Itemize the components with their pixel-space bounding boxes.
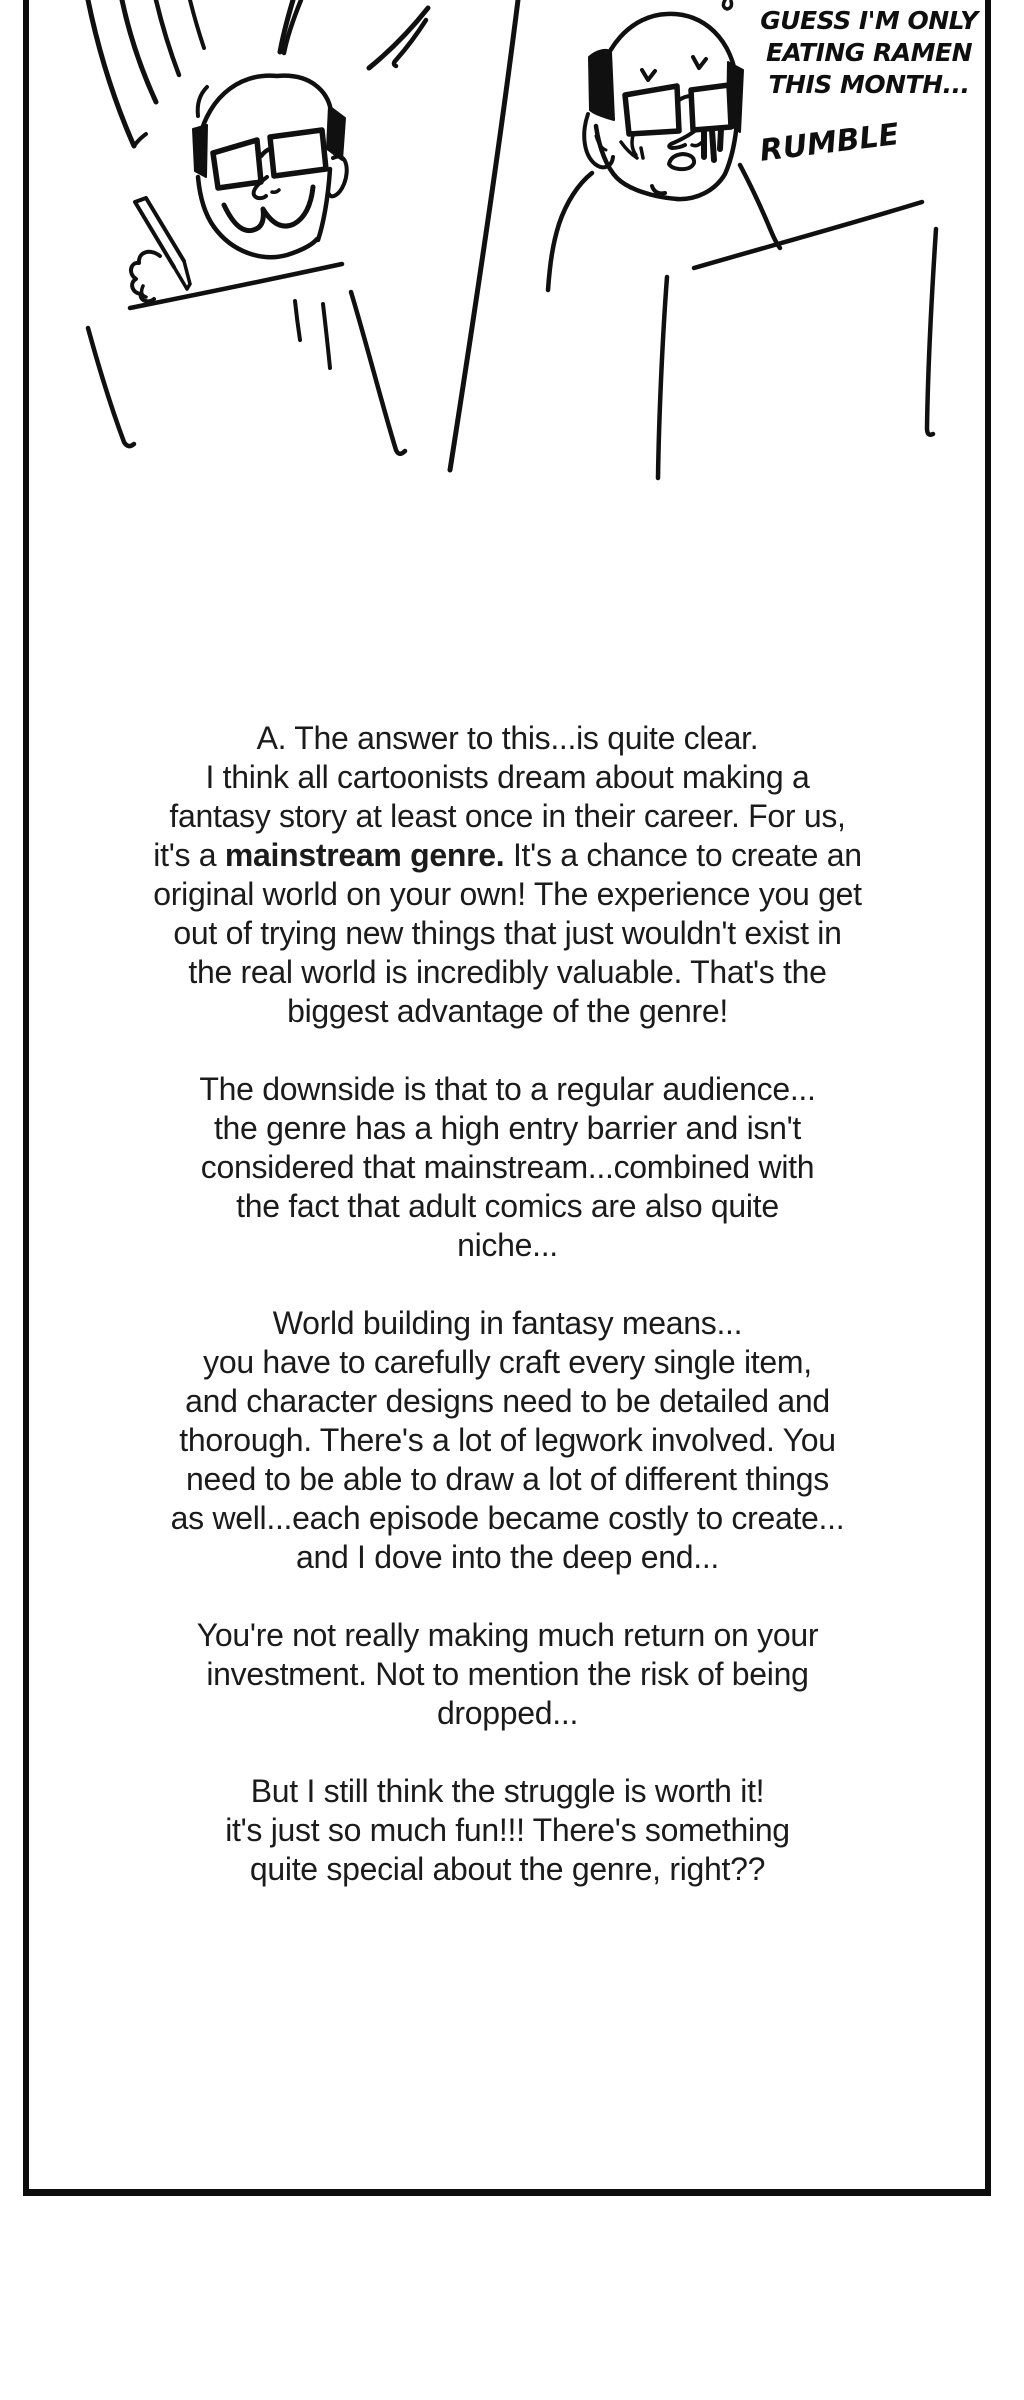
body-stroke-left	[658, 277, 667, 478]
left-character-sketch	[88, 76, 405, 454]
glasses-left-lens	[213, 140, 261, 188]
body-stroke-left	[88, 328, 134, 446]
tear-streaks	[704, 129, 721, 160]
qa-line: A. The answer to this...is quite clear.	[256, 720, 759, 756]
sweat-drop	[723, 0, 731, 9]
qa-line: fantasy story at least once in their career. For us,	[169, 798, 846, 834]
body-stroke-right	[927, 229, 936, 435]
qa-line: you have to carefully craft every single item,	[203, 1344, 812, 1380]
table-line	[130, 264, 342, 308]
qa-line: considered that mainstream...combined with	[200, 1149, 815, 1185]
shoulder-right	[740, 165, 780, 248]
qa-line: the genre has a high entry barrier and isn't	[213, 1110, 802, 1146]
smile-mouth	[224, 187, 313, 231]
speech-line: THIS MONTH...	[768, 70, 970, 99]
cheek-right	[318, 169, 330, 240]
qa-line: it's a mainstream genre. It's a chance to create an	[153, 837, 862, 873]
qa-line: quite special about the genre, right??	[249, 1851, 766, 1887]
qa-paragraph	[30, 1772, 985, 1889]
temple-hair-left	[193, 125, 207, 177]
qa-line: dropped...	[436, 1695, 579, 1731]
qa-line: out of trying new things that just wouldn't exist in	[173, 915, 842, 951]
speech-line: EATING RAMEN	[765, 38, 972, 67]
qa-line: investment. Not to mention the risk of being	[206, 1656, 809, 1692]
speech-line: GUESS I'M ONLY	[760, 6, 978, 35]
qa-line: niche...	[457, 1227, 558, 1263]
jaw-line	[214, 227, 317, 257]
qa-paragraph	[30, 1616, 985, 1733]
qa-line: the fact that adult comics are also quite	[236, 1188, 779, 1224]
worried-brow-left	[642, 70, 655, 80]
qa-paragraph	[30, 719, 985, 1031]
glasses-left-lens	[625, 86, 679, 134]
cheek-lines	[621, 135, 643, 158]
qa-line: and I dove into the deep end...	[295, 1539, 720, 1575]
side-hair-patch	[589, 50, 614, 120]
fist	[131, 252, 160, 301]
speed-lines	[88, 0, 428, 146]
qa-line: But I still think the struggle is worth it!	[250, 1773, 765, 1809]
hair-strand	[198, 87, 207, 116]
qa-line: World building in fantasy means...	[272, 1305, 743, 1341]
qa-line: and character designs need to be detailed and	[185, 1383, 830, 1419]
qa-text	[30, 719, 985, 1889]
glasses-right-lens	[270, 130, 326, 176]
cheek-left	[198, 177, 214, 227]
thumb	[142, 286, 146, 297]
worried-brow-right	[693, 57, 706, 68]
glasses-right-lens	[691, 85, 731, 130]
nostril	[692, 143, 701, 146]
qa-line: original world on your own! The experience you get	[153, 876, 862, 912]
qa-line: I think all cartoonists dream about making a	[205, 759, 810, 795]
qa-paragraph	[30, 1070, 985, 1265]
qa-line: The downside is that to a regular audience...	[199, 1071, 816, 1107]
qa-line: it's just so much fun!!! There's something	[225, 1812, 790, 1848]
speech-text	[738, 5, 1000, 101]
body-stroke-right	[351, 292, 405, 454]
shoulder-left	[548, 173, 592, 290]
qa-paragraph	[30, 1304, 985, 1577]
worried-mouth	[669, 154, 694, 169]
glasses-bridge	[261, 149, 270, 156]
temple-hair-right	[327, 106, 345, 160]
panel-border-bottom	[23, 2189, 991, 2196]
qa-line: as well...each episode became costly to create...	[170, 1500, 845, 1536]
table-line	[694, 202, 922, 268]
pen-nib	[174, 261, 190, 289]
jaw-left	[596, 126, 677, 199]
qa-line: You're not really making much return on your	[196, 1617, 819, 1653]
qa-line: thorough. There's a lot of legwork involved. You	[179, 1422, 836, 1458]
qa-line: biggest advantage of the genre!	[287, 993, 728, 1029]
qa-line: the real world is incredibly valuable. That's the	[188, 954, 827, 990]
chin-crease	[652, 186, 665, 193]
qa-line: need to be able to draw a lot of different things	[186, 1461, 829, 1497]
nostril	[272, 190, 279, 192]
arm-strokes	[295, 301, 330, 368]
sfx-rumble-text: RUMBLE	[757, 117, 901, 169]
panel-divider-line	[450, 0, 518, 470]
